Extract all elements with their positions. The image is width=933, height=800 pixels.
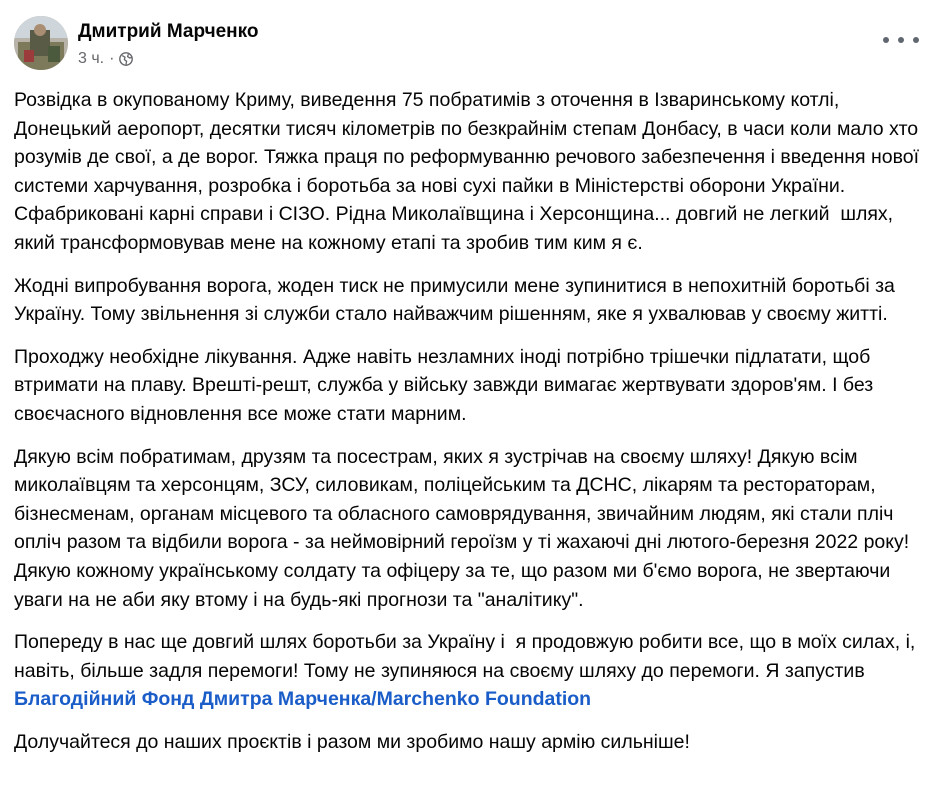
post-paragraph-4: Дякую всім побратимам, друзям та посестрам, яких я зустрічав на своєму шляху! Дякую всім миколаївцям та херсонцям, ЗСУ, силовикам, поліцейським та ДСНС, лікарям та ресторатoрам, бізнесменам, органам місцевого та обласного самоврядування, звичайним людям, які стали пліч опліч разом та відбили ворога - за неймовірний героїзм у ті жахаючі дні лютого-березня 2022 року! Дякую кожному українському солдату та офіцеру за те, що разом ми б'ємо ворога, не звертаючи уваги на не аби яку втому і на будь-які прогнози та "аналітику". xyxy=(14,445,915,611)
post-paragraph-6 xyxy=(14,728,924,757)
more-dot xyxy=(913,37,919,43)
post-paragraph-1: Розвідка в окупованому Криму, виведення 75 побратимів з оточення в Ізваринському котлі, Донецький аеропорт, десятки тисяч кілометрів по безкрайнім степам Донбасу, в часи коли мало хто розумів де свої, а де ворог. Тяжка праця по реформуванню речового забезпечення і введення нової системи харчування, розробка і боротьба за нові сухі пайки в Міністерстві оборони України. Сфабриковані карні справи і СІЗО. Рідна Миколаївщина і Херсонщина... довгий не легкий шлях, який трансформовував мене на кожному етапі та зробив тим ким я є. xyxy=(14,89,925,254)
more-options-button[interactable] xyxy=(883,28,919,52)
foundation-link[interactable]: Благодійний Фонд Дмитра Марченка/Marchenko Foundation xyxy=(14,688,592,711)
ukraine-flag-icon xyxy=(692,734,714,749)
post-paragraph-2: Жодні випробування ворога, жоден тиск не примусили мене зупинитися в непохитній боротьбі за Україну. Тому звільнення зі служби стало найважчим рішенням, яке я ухвалював у своєму житті. xyxy=(14,274,901,326)
post-timestamp[interactable]: 3 ч. xyxy=(78,50,105,67)
author-name[interactable]: Дмитрий Марченко xyxy=(78,21,259,42)
post-paragraph-3: Проходжу необхідне лікування. Адже навіть незламних іноді потрібно трішечки підлатати, щоб втримати на плаву. Врешті-решт, служба у війську завжди вимагає жертвувати здоров'ям. І без своєчасного відновлення все може стати марним. xyxy=(14,345,879,425)
post-header xyxy=(14,16,919,72)
post-body xyxy=(14,86,924,770)
meta-separator: · xyxy=(109,50,115,67)
globe-icon[interactable] xyxy=(119,52,133,66)
post-meta xyxy=(78,50,133,68)
more-horizontal-icon xyxy=(883,37,889,43)
closing-text: Долучайтеся до наших проєктів і разом ми зробимо нашу армію сильніше! xyxy=(14,730,690,753)
paragraph-5-text: Попереду в нас ще довгий шлях боротьби за Україну і я продовжую робити все, що в моїх силах, і, навіть, більше задля перемоги! Тому не зупиняюся на своєму шляху до перемоги. Я запустив xyxy=(14,631,921,682)
more-dot xyxy=(898,37,904,43)
post-paragraph-5 xyxy=(14,628,924,714)
avatar[interactable] xyxy=(14,16,68,70)
